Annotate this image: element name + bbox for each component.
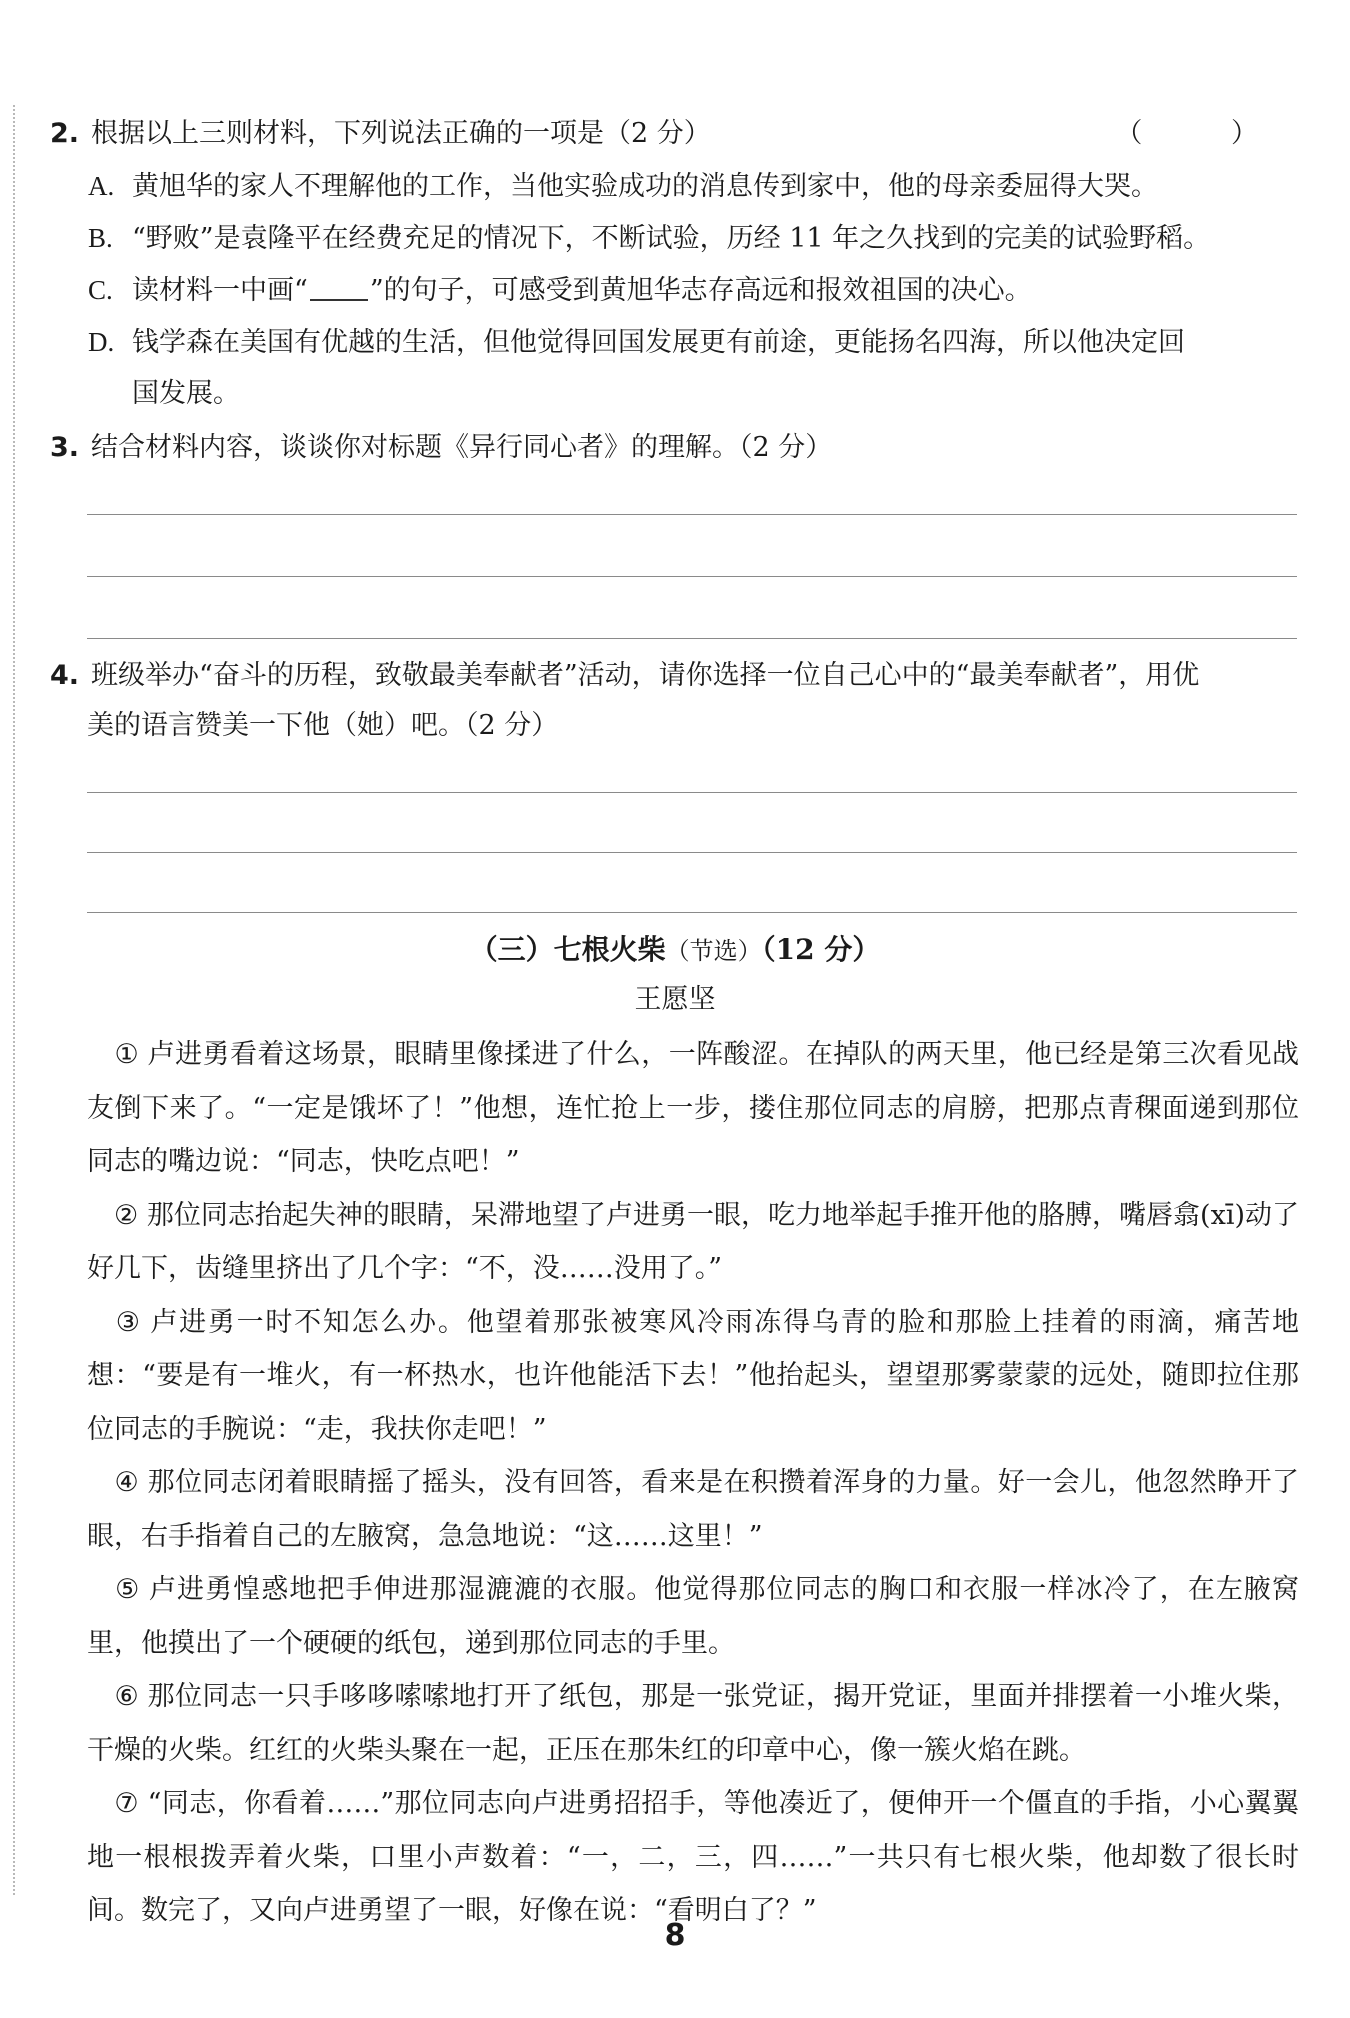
- answer-line: [87, 576, 1297, 577]
- option-d-continued: 国发展。: [132, 378, 240, 409]
- option-a: [88, 166, 1158, 207]
- option-text: “野败”是袁隆平在经费充足的情况下，不断试验，历经 11 年之久找到的完美的试验野稻。: [132, 223, 1211, 254]
- paragraph-1: ① 卢进勇看着这场景，眼睛里像揉进了什么，一阵酸涩。在掉队的两天里，他已经是第三次看见战友倒下来了。“一定是饿坏了！”他想，连忙抢上一步，搂住那位同志的肩膀，把那点青稞面递到那位同志的嘴边说：“同志，快吃点吧！”: [87, 1039, 1300, 1177]
- paragraph-6: ⑥ 那位同志一只手哆哆嗦嗦地打开了纸包，那是一张党证，揭开党证，里面并排摆着一小堆火柴，干燥的火柴。红红的火柴头聚在一起，正压在那朱红的印章中心，像一簇火焰在跳。: [87, 1681, 1300, 1766]
- option-text-pre: 读材料一中画“: [132, 275, 308, 306]
- page-number: 8: [664, 1918, 686, 1953]
- answer-line: [87, 638, 1297, 639]
- section-title: [0, 928, 1350, 973]
- paragraph-7: ⑦ “同志，你看着……”那位同志向卢进勇招招手，等他凑近了，便伸开一个僵直的手指，小心翼翼地一根根拨弄着火柴，口里小声数着：“一，二，三，四……”一共只有七根火柴，他却数了很长时间。数完了，又向卢进勇望了一眼，好像在说：“看明白了？”: [87, 1788, 1300, 1926]
- answer-line: [87, 514, 1297, 515]
- option-letter: A.: [88, 171, 115, 201]
- option-d: [88, 322, 1185, 363]
- question-number: 4.: [50, 660, 80, 691]
- answer-line: [87, 792, 1297, 793]
- answer-bracket: （ ）: [1115, 118, 1298, 149]
- question-2-stem: [50, 114, 711, 154]
- answer-line: [87, 912, 1297, 913]
- option-text-post: ”的句子，可感受到黄旭华志存高远和报效祖国的决心。: [369, 275, 1032, 306]
- question-text: 班级举办“奋斗的历程，致敬最美奉献者”活动，请你选择一位自己心中的“最美奉献者”，用优: [91, 660, 1200, 691]
- question-text: 根据以上三则材料，下列说法正确的一项是（2 分）: [91, 118, 711, 149]
- question-3-stem: [50, 428, 832, 468]
- question-text: 结合材料内容，谈谈你对标题《异行同心者》的理解。（2 分）: [91, 432, 833, 463]
- section-title-main: （三）七根火柴: [469, 933, 666, 966]
- question-number: 2.: [50, 118, 80, 149]
- paragraph-4: ④ 那位同志闭着眼睛摇了摇头，没有回答，看来是在积攒着浑身的力量。好一会儿，他忽然睁开了眼，右手指着自己的左腋窝，急急地说：“这……这里！”: [87, 1467, 1300, 1552]
- option-letter: C.: [88, 275, 113, 305]
- question-4-stem-continued: 美的语言赞美一下他（她）吧。（2 分）: [87, 710, 559, 741]
- option-b: [88, 218, 1210, 259]
- question-number: 3.: [50, 432, 80, 463]
- underline-blank: [310, 273, 368, 301]
- passage: [87, 1028, 1299, 1938]
- author-name: 王愿坚: [634, 984, 716, 1015]
- paragraph-5: ⑤ 卢进勇惶惑地把手伸进那湿漉漉的衣服。他觉得那位同志的胸口和衣服一样冰冷了，在左腋窝里，他摸出了一个硬硬的纸包，递到那位同志的手里。: [87, 1574, 1300, 1659]
- option-text: 黄旭华的家人不理解他的工作，当他实验成功的消息传到家中，他的母亲委屈得大哭。: [132, 171, 1158, 202]
- option-letter: B.: [88, 223, 113, 253]
- answer-line: [87, 852, 1297, 853]
- option-letter: D.: [88, 327, 115, 357]
- question-4-stem: [50, 656, 1199, 696]
- paragraph-3: ③ 卢进勇一时不知怎么办。他望着那张被寒风冷雨冻得乌青的脸和那脸上挂着的雨滴，痛苦地想：“要是有一堆火，有一杯热水，也许他能活下去！”他抬起头，望望那雾蒙蒙的远处，随即拉住那位同志的手腕说：“走，我扶你走吧！”: [87, 1306, 1299, 1445]
- paragraph-2: ② 那位同志抬起失神的眼睛，呆滞地望了卢进勇一眼，吃力地举起手推开他的胳膊，嘴唇翕(xī)动了好几下，齿缝里挤出了几个字：“不，没……没用了。”: [87, 1199, 1299, 1284]
- section-title-sub: （节选）: [665, 937, 762, 965]
- section-points: （12 分）: [761, 933, 881, 966]
- option-c: [88, 270, 1032, 311]
- option-text: 钱学森在美国有优越的生活，但他觉得回国发展更有前途，更能扬名四海，所以他决定回: [132, 327, 1185, 358]
